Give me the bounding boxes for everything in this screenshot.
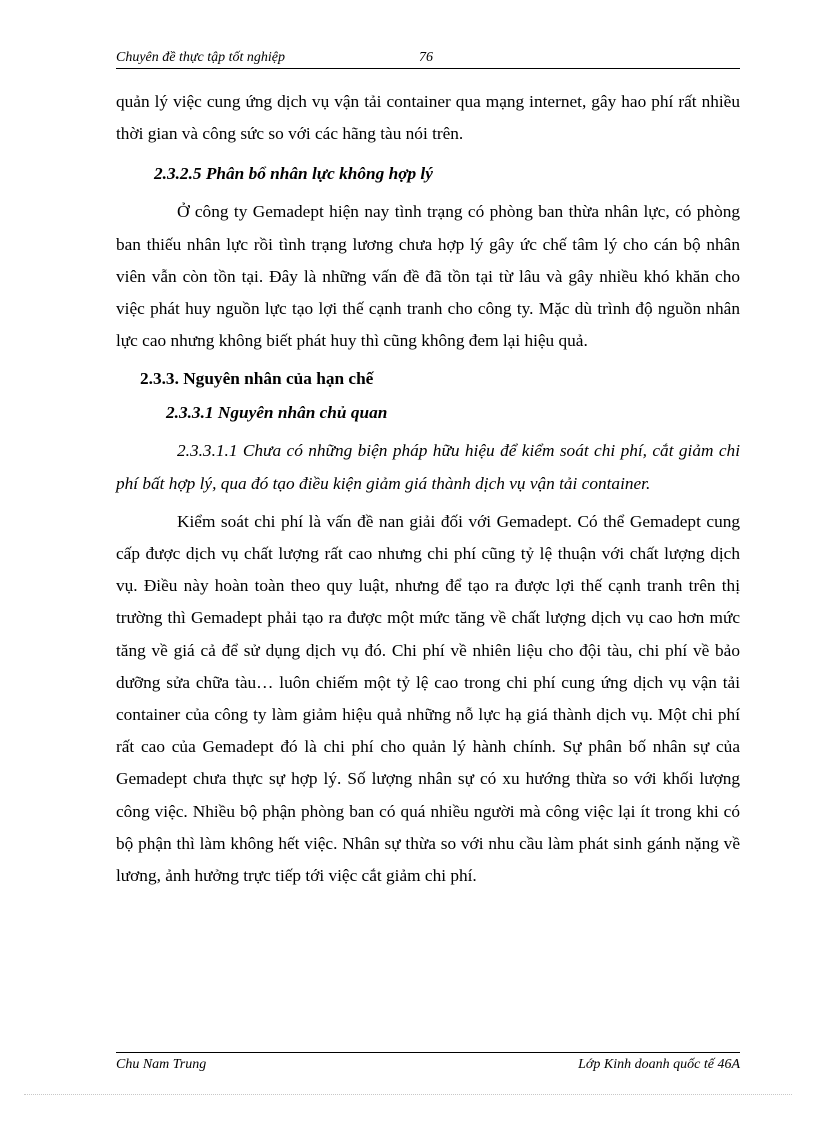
heading-2-3-3: 2.3.3. Nguyên nhân của hạn chế	[140, 369, 374, 389]
heading-2-3-3-1: 2.3.3.1 Nguyên nhân chủ quan	[166, 403, 388, 423]
page-header	[116, 48, 740, 69]
page-body	[116, 86, 740, 892]
footer-author: Chu Nam Trung	[116, 1057, 207, 1072]
header-title: Chuyên đề thực tập tốt nghiệp	[116, 50, 285, 65]
heading-2-3-2-5: 2.3.2.5 Phân bổ nhân lực không hợp lý	[154, 164, 433, 184]
paragraph-continued: quản lý việc cung ứng dịch vụ vận tải container qua mạng internet, gây hao phí rất nhiều thời gian và công sức so với các hãng tàu nói trên.	[116, 92, 740, 144]
paragraph-cost-control: Kiểm soát chi phí là vấn đề nan giải đối với Gemadept. Có thể Gemadept cung cấp được dịch vụ chất lượng rất cao nhưng chi phí cũng tỷ lệ thuận với chất lượng dịch vụ. Điều này hoàn toàn theo quy luật, nhưng để tạo ra được lợi thế cạnh tranh trên thị trường thì Gemadept phải tạo ra được một mức tăng về chất lượng dịch vụ cao hơn mức tăng về giá cả để sử dụng dịch vụ đó. Chi phí về nhiên liệu cho đội tàu, chi phí về bảo dưỡng sửa chữa tàu… luôn chiếm một tỷ lệ cao trong chi phí cung ứng dịch vụ vận tải container của công ty làm giảm hiệu quả những nỗ lực hạ giá thành dịch vụ. Một chi phí rất cao của Gemadept đó là chi phí cho quản lý hành chính. Sự phân bố nhân sự của Gemadept chưa thực sự hợp lý. Số lượng nhân sự có xu hướng thừa so với khối lượng công việc. Nhiều bộ phận phòng ban có quá nhiều người mà công việc lại ít trong khi có bộ phận thì làm không hết việc. Nhân sự thừa so với nhu cầu làm phát sinh gánh nặng về lương, ảnh hưởng trực tiếp tới việc cắt giảm chi phí.	[116, 511, 740, 886]
paragraph-staffing: Ở công ty Gemadept hiện nay tình trạng có phòng ban thừa nhân lực, có phòng ban thiếu nhân lực rồi tình trạng lương chưa hợp lý gây ức chế tâm lý cho cán bộ nhân viên vẫn còn tồn tại. Đây là những vấn đề đã tồn tại từ lâu và gây nhiều khó khăn cho việc phát huy nguồn lực tạo lợi thế cạnh tranh cho công ty. Mặc dù trình độ nguồn nhân lực cao nhưng không biết phát huy thì cũng không đem lại hiệu quả.	[116, 202, 740, 351]
page-number: 76	[419, 50, 433, 65]
footer-class: Lớp Kinh doanh quốc tế 46A	[578, 1057, 740, 1072]
page-edge-divider	[24, 1094, 792, 1095]
page-footer	[116, 1052, 740, 1077]
heading-2-3-3-1-1: 2.3.3.1.1 Chưa có những biện pháp hữu hiệu để kiểm soát chi phí, cắt giảm chi phí bất hợp lý, qua đó tạo điều kiện giảm giá thành dịch vụ vận tải container.	[116, 441, 740, 493]
